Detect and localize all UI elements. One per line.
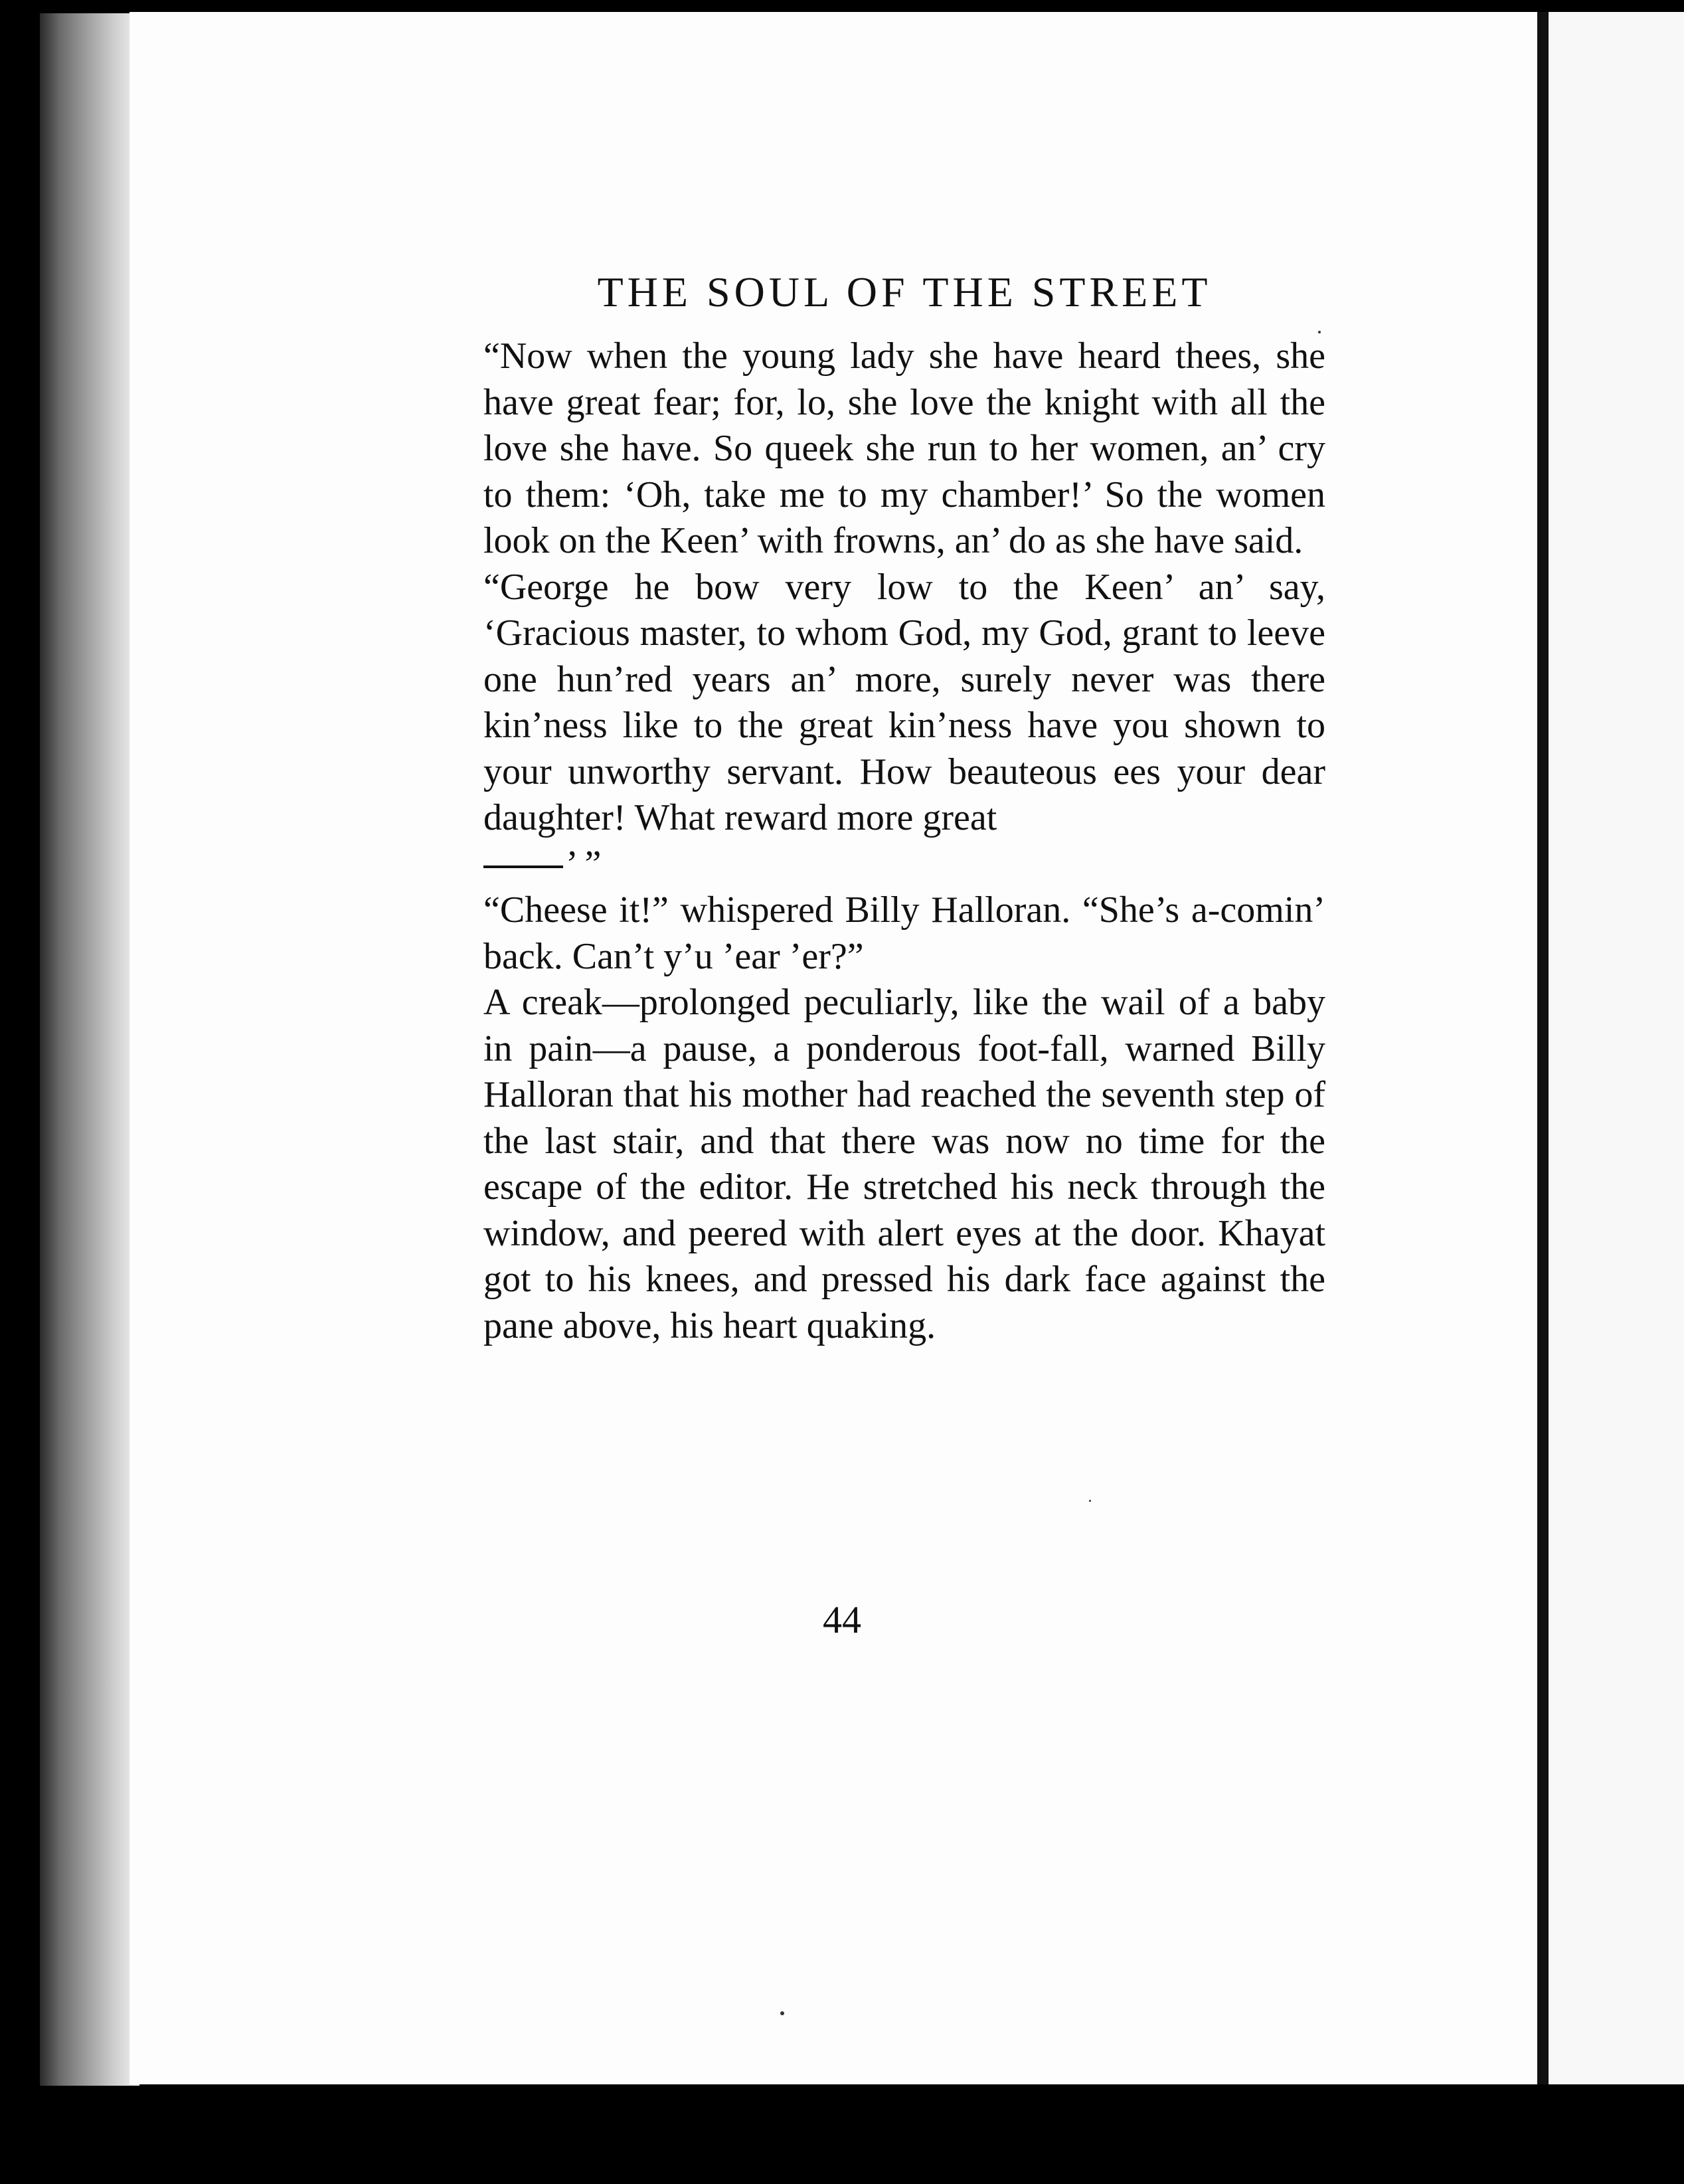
page-number: 44 xyxy=(823,1598,861,1641)
paper-speck xyxy=(1089,1500,1091,1502)
em-rule xyxy=(483,865,563,868)
page-gutter-shadow xyxy=(40,13,139,2086)
paragraph: A creak—prolonged peculiarly, like the wail of a baby in pain—a pause, a ponderous foot-fall, warned Billy Halloran that his mother had reached the seventh step of the last stair, and that there was now no time for the escape of the editor. He stretched his neck through the window, and peered with alert eyes at the door. Khayat got to his knees, and pressed his dark face against the pane above, his heart quaking. xyxy=(483,982,1325,1346)
spine-edge xyxy=(1537,12,1549,2084)
running-head: THE SOUL OF THE STREET xyxy=(597,268,1212,316)
dash-line-quote: ’ ” xyxy=(566,843,602,885)
paper-speck xyxy=(780,2011,784,2015)
facing-page-edge xyxy=(1549,12,1684,2084)
paragraph: “Now when the young lady she have heard thees, she have great fear; for, lo, she love the knight with all the love she have. So queek she run to her women, an’ cry to them: ‘Oh, take me to my chamber!’ So the women look on the Keen’ with frowns, an’ do as she have said. xyxy=(483,335,1325,561)
text-block xyxy=(483,266,1325,1349)
paragraph: “Cheese it!” whispered Billy Halloran. “She’s a-comin’ back. Can’t y’u ’ear ’er?” xyxy=(483,889,1325,977)
paragraph: “George he bow very low to the Keen’ an’ say, ‘Gracious master, to whom God, my God, grant to leeve one hun’red years an’ more, surely never was there kin’ness like to the great kin’ness have you shown to your unworthy servant. How beauteous ees your dear daughter! What reward more great xyxy=(483,566,1325,838)
dash-line xyxy=(483,842,1325,888)
